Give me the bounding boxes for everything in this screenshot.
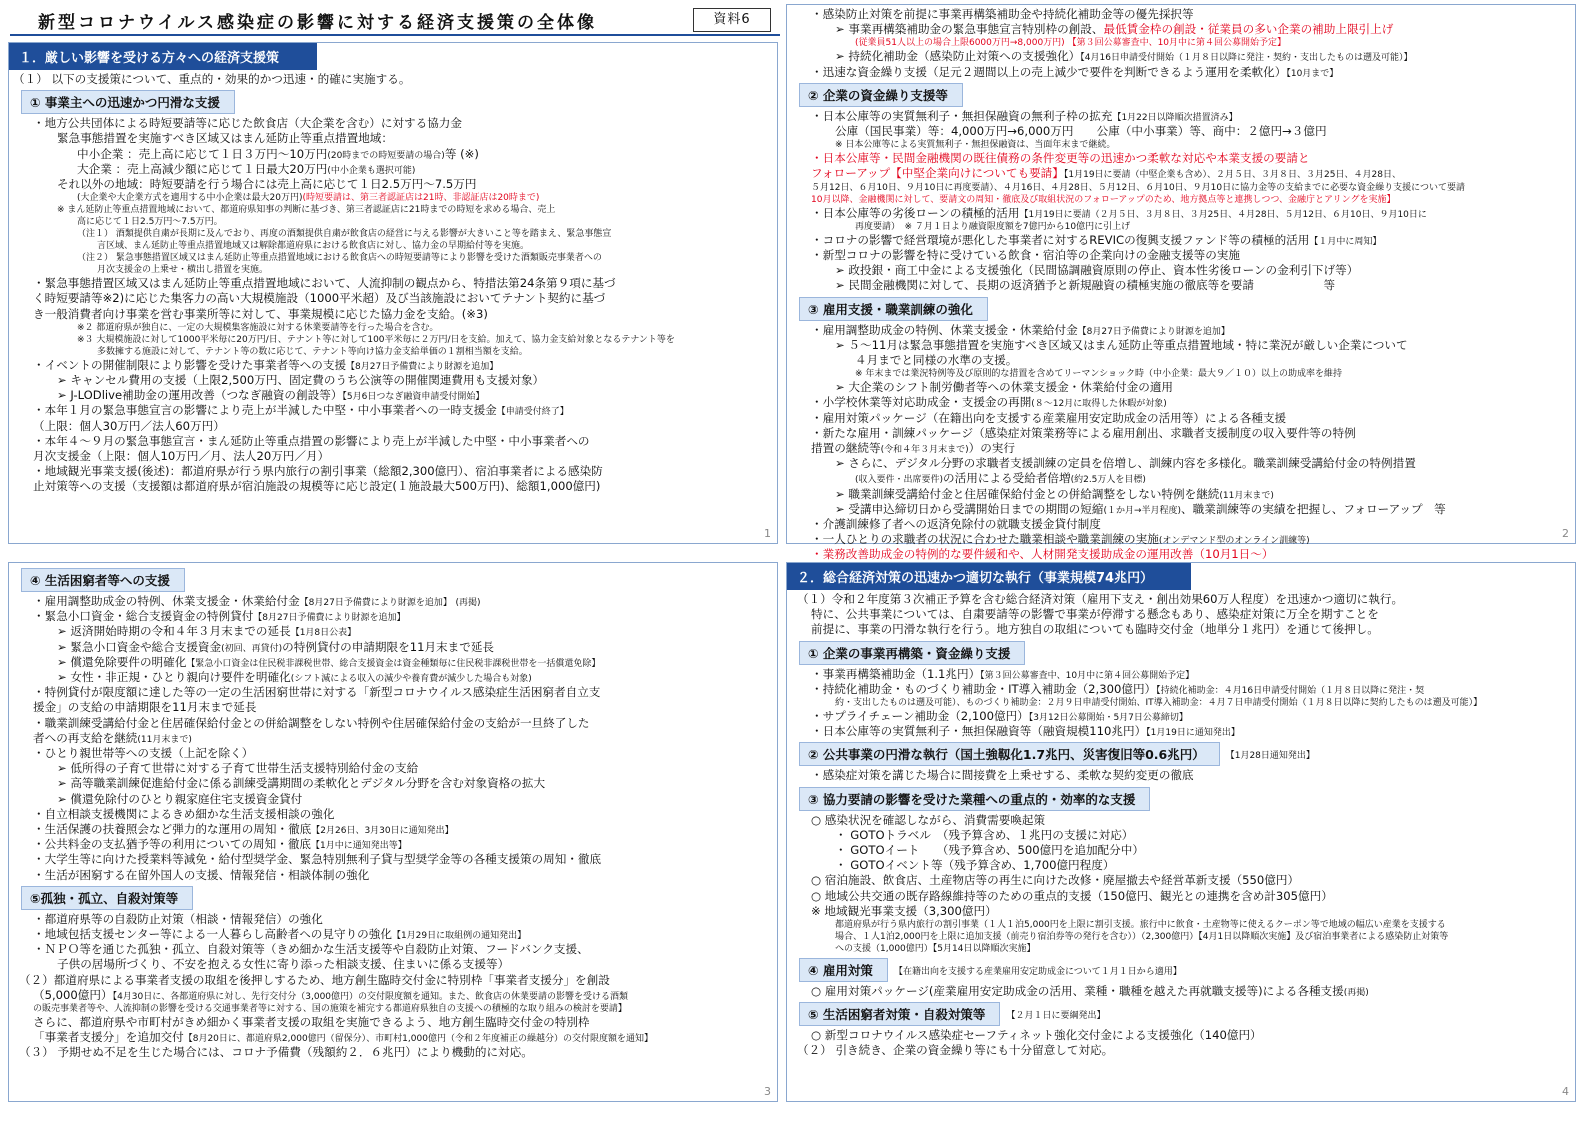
list-item: ・緊急事態措置区域又はまん延防止等重点措置地域において、人流抑制の観点から、特措法第24条第９項に基づ	[33, 276, 616, 291]
panel-1	[8, 42, 778, 544]
list-item: ➢ 償還免除要件の明確化【緊急小口資金は住民税非課税世帯、総合支援資金は資金種類毎に住民税非課税世帯を一括償還免除】	[57, 654, 601, 669]
list-item: ・公共料金の支払猶予等の利用についての周知・徹底【1月中に通知発出等】	[33, 837, 407, 852]
list-item: 大企業 ：売上高減少額に応じて１日最大20万円(中小企業も選択可能)	[77, 161, 416, 176]
list-item: ➢ 大企業のシフト制労働者等への休業支援金・休業給付金の適用	[835, 380, 1174, 395]
list-item: （１）令和２年度第３次補正予算を含む総合経済対策（雇用下支え・創出効果60万人程度）を迅速かつ適切に執行。	[797, 592, 1404, 606]
list-item: 前提に、事業の円滑な執行を行う。地方独自の取組についても臨時交付金（地単分１兆円）を通じて後押し。	[811, 622, 1379, 637]
list-item: ○ 地域公共交通の既存路線維持等のための重点的支援（150億円、観光との連携を含め計305億円）	[811, 888, 1333, 903]
list-item: ○ 感染状況を確認しながら、消費需要喚起策	[811, 812, 1046, 827]
list-item: 措置の継続等(令和４年３月末まで)）の実行	[811, 441, 1015, 456]
list-item: ・都道府県等の自殺防止対策（相談・情報発信）の強化	[33, 911, 323, 926]
subsection-label: ② 企業の資金繰り支援等	[799, 83, 963, 107]
list-item: （上限：個人30万円／法人60万円）	[33, 418, 225, 433]
page-number: 2	[1562, 527, 1569, 540]
list-item: 公庫（国民事業）等：4,000万円→6,000万円 公庫（中小事業）等、商中：２億円→３億円	[835, 124, 1327, 139]
list-item: ・生活が困窮する在留外国人の支援、情報発信・相談体制の強化	[33, 867, 370, 882]
section-header-1: １．厳しい影響を受ける方々への経済支援策	[9, 43, 317, 70]
list-item: 者への再支給を継続(11月末まで)	[33, 730, 192, 745]
note-text: ※ まん延防止等重点措置地域において、都道府県知事の判断に基づき、第三者認証店に21時までの時短を求める場合、売上	[57, 205, 556, 216]
page-number: 3	[764, 1085, 771, 1098]
note-text: 場合、１人1泊2,000円を上限に追加支援（前売り宿泊券等の発行を含む））（2,300億円）【4月1日以降順次実施】及び宿泊事業者による感染防止対策等	[835, 932, 1449, 943]
list-item: （２）都道府県による事業者支援の取組を後押しするため、地方創生臨時交付金に特別枠「事業者支援分」を創設	[19, 972, 610, 987]
list-item: ➢ 職業訓練受講給付金と住居確保給付金との併給調整をしない特例を継続(11月末まで)	[835, 486, 1274, 501]
list-item: ➢ 償還免除付のひとり親家庭住宅支援資金貸付	[57, 791, 303, 806]
list-item: ・迅速な資金繰り支援（足元２週間以上の売上減少で要件を判断できるよう運用を柔軟化）【10月まで】	[811, 64, 1339, 79]
list-item: (大企業や大企業方式を適用する中小企業は最大20万円)(時短要請は、第三者認証店は21時、非認証店は20時まで)	[77, 193, 540, 204]
list-item: く時短要請等※2)に応じた集客力の高い大規模施設（1000平米超）及び当該施設においてテナント契約に基づ	[33, 291, 606, 306]
list-item: 中小企業 ：売上高に応じて１日３万円～10万円(20時までの時短要請の場合)等 (※)	[77, 146, 479, 161]
note-text: 10月以降、金融機関に対して、要請文の周知・徹底及び取組状況のフォローアップのため、地方拠点等と連携しつつ、金融庁とアリングを実施】	[811, 194, 1396, 205]
list-item: ➢ ５～11月は緊急事態措置を実施すべき区域又はまん延防止等重点措置地域・特に業況が厳しい企業について	[835, 337, 1408, 352]
list-item: 「事業者支援分」を追加交付【8月20日に、都道府県2,000億円（留保分）、市町村1,000億円（令和２年度補正の繰越分）の交付限度額を通知】	[33, 1030, 653, 1045]
note-text: ※３ 大規模施設に対して1000平米毎に20万円/日、テナント等に対して100平米毎に２万円/日を支給。加えて、協力金支給対象となるテナント等を	[77, 334, 675, 345]
note-text: ※ 日本公庫等による実質無利子・無担保融資は、当面年末まで継続。	[835, 140, 1116, 151]
list-item: ○ 新型コロナウイルス感染症セーフティネット強化交付金による支援強化（140億円）	[811, 1028, 1262, 1043]
subsection-label: ⑤孤独・孤立、自殺対策等	[21, 886, 193, 910]
list-item: ・小学校休業等対応助成金・支援金の再開(８～12月に取得した休暇が対象)	[811, 395, 1167, 410]
list-item: ・雇用対策パッケージ（在籍出向を支援する産業雇用安定助成金の活用等）による各種支援	[811, 410, 1287, 425]
note-text: の販売事業者等や、人流抑制の影響を受ける交通事業者等に対する、国の施策を補完する都道府県独自の支援への積極的な取り組みの検討を要請】	[33, 1004, 627, 1015]
list-item: ・地域包括支援センター等による一人暮らし高齢者への見守りの強化【1月29日に取組例の通知発出】	[33, 927, 527, 942]
note-text: 多数擁する施設に対して、テナント等の数に応じて、テナント等向け協力金支給単価の１割相当額を支給。	[97, 346, 528, 357]
subsection-label: ④ 生活困窮者等への支援	[21, 568, 185, 592]
list-item: ○ 宿泊施設、飲食店、土産物店等の再生に向けた改修・廃屋撤去や経営革新支援（550億円）	[811, 873, 1300, 888]
list-item: ・地域観光事業支援(後述)：都道府県が行う県内旅行の割引事業（総額2,300億円）、宿泊事業者による感染防	[33, 464, 603, 479]
intro-text: （１） 以下の支援策について、重点的・効果的かつ迅速・的確に実施する。	[13, 72, 411, 86]
list-item: ・イベントの開催制限により影響を受けた事業者等への支援【8月27日予備費により財源を追加】	[33, 357, 499, 372]
subsection-label: ③ 協力要請の影響を受けた業種への重点的・効率的な支援	[799, 787, 1150, 811]
list-item: 止対策等への支援（支援額は都道府県が宿泊施設の規模等に応じ設定(１施設最大500万円)、総額1,000億円)	[33, 479, 601, 494]
list-item: （２） 引き続き、企業の資金繰り等にも十分留意して対応。	[797, 1043, 1114, 1058]
list-item: ・雇用調整助成金の特例、休業支援金・休業給付金【8月27日予備費により財源を追加】	[811, 322, 1230, 337]
note-text: 月次支援金の上乗せ・横出し措置を実施。	[97, 265, 269, 276]
list-item: ➢ さらに、デジタル分野の求職者支援訓練の定員を倍増し、訓練内容を多様化。職業訓練受講給付金の特例措置	[835, 456, 1416, 471]
subsection-label: ④ 雇用対策	[799, 958, 888, 982]
list-item: ・日本公庫等の実質無利子・無担保融資の無利子枠の拡充【1月22日以降順次措置済み】	[811, 108, 1238, 123]
list-item: フォローアップ【中堅企業向けについても要請】【1月19日に要請（中堅企業も含め）、２月５日、３月８日、３月25日、４月28日、	[811, 166, 1401, 181]
page-number: 4	[1562, 1085, 1569, 1098]
list-item: ・感染防止対策を前提に事業再構築補助金や持続化補助金等の優先採択等	[811, 7, 1194, 21]
note-text: ※ 年末までは業況特例等及び原則的な措置を含めてリーマンショック時（中小企業：最大９／１０）以上の助成率を維持	[855, 369, 1343, 380]
list-item: ・新たな雇用・訓練パッケージ（感染症対策業務等による雇用創出、求職者支援制度の収入要件等の特例	[811, 425, 1356, 440]
note-text: ※２ 都道府県が独自に、一定の大規模集客施設に対する休業要請等を行った場合を含む。	[77, 322, 439, 333]
list-item: 特に、公共事業については、自粛要請等の影響で事業が停滞する懸念もあり、感染症対策に万全を期すことを	[811, 607, 1379, 622]
list-item: ・事業再構築補助金（1.1兆円）【第３回公募審査中、10月中に第４回公募開始予定】	[811, 666, 1195, 681]
list-item: ・ひとり親世帯等への支援（上記を除く）	[33, 746, 254, 761]
list-item: ➢ 低所得の子育て世帯に対する子育て世帯生活支援特別給付金の支給	[57, 761, 419, 776]
list-item: ・介護訓練修了者への返済免除付の就職支援金貸付制度	[811, 517, 1101, 532]
list-item: それ以外の地域：時短要請を行う場合には売上高に応じて１日2.5万円～7.5万円	[57, 177, 477, 192]
list-item: ➢ 事業再構築補助金の緊急事態宣言特別枠の創設、最低賃金枠の創設・従業員の多い企業の補助上限引上げ	[835, 22, 1394, 37]
list-item: ・緊急小口資金・総合支援資金の特例貸付【8月27日予備費により財源を追加】	[33, 609, 406, 624]
list-item: ・コロナの影響で経営環境が悪化した事業者に対するREVICの復興支援ファンド等の積極的活用【１月中に周知】	[811, 232, 1382, 247]
list-item: ○ 雇用対策パッケージ(産業雇用安定助成金の活用、業種・職種を越えた再就職支援等)による各種支援(再掲)	[811, 984, 1369, 999]
list-item: ・持続化補助金・ものづくり補助金・IT導入補助金（2,300億円）【持続化補助金：４月16日申請受付開始（１月８日以降に発注・契	[811, 681, 1425, 696]
list-item: ・日本公庫等の劣後ローンの積極的活用【1月19日に要請（２月５日、３月８日、３月25日、４月28日、５月12日、６月10日、９月10日に	[811, 205, 1427, 220]
title-underline	[10, 34, 780, 36]
note-text: 都道府県が行う県内旅行の割引事業（１人１泊5,000円を上限に割引支援。旅行中に飲食・土産物等に使えるクーポン等で地域の幅広い産業を支援する	[835, 920, 1446, 931]
list-item: 子供の居場所づくり、不安を抱える女性に寄り添った相談支援、住まいに係る支援等）	[57, 957, 510, 972]
list-item: ・本年１月の緊急事態宣言の影響により売上が半減した中堅・中小事業者への一時支援金【申請受付終了】	[33, 403, 569, 418]
panel-2	[786, 4, 1576, 562]
list-item: ４月までと同様の水準の支援。	[855, 353, 1018, 368]
list-item: き一般消費者向け事業を営む事業所等に対して、事業規模に応じた協力金を支給。(※3)	[33, 306, 488, 321]
panel-4: ２．総合経済対策の迅速かつ適切な執行（事業規模74兆円） （１）令和２年度第３次補正予算を含む総合経済対策（雇用下支え・創出効果60万人程度）を迅速かつ適切に執行。 特に、公共事業については、自粛要請等の影響で事業が停滞する懸念もあり、感染症対策に万全を期すことを 前提に、事業の円滑な執行を行う。地方独自の取組についても臨時交付金（地単分１兆円）を通じて後押し。 ① 企業の事業再構築・資金繰り支援 ・事業再構築補助金（1.1兆円）【第３回公募審査中、10月中に第４回公募開始予定】 ・持続化補助金・ものづくり補助金・IT導入補助金（2,300億円）【持続化補助金：４月16日申請受付開始（１月８日以降に発注・契 約・支出したものは遡及可能）、ものづくり補助金：２月９日申請受付開始、IT導入補助金：４月７日申請受付開始（１月８日以降に契約したものは遡及可能）】 ・サプライチェーン補助金（2,100億円）【3月12日公募開始・5月7日公募締切】 ・日本公庫等の実質無利子・無担保融資等（融資規模110兆円）【1月19日に通知発出】 ② 公共事業の円滑な執行（国土強靱化1.7兆円、災害復旧等0.6兆円） 【1月28日通知発出】 ・感染症対策を講じた場合に間接費を上乗せする、柔軟な契約変更の徹底 ③ 協力要請の影響を受けた業種への重点的・効率的な支援 ○ 感染状況を確認しながら、消費需要喚起策 ・ GOTOトラベル （残予算含め、１兆円の支援に対応） ・ GOTOイート （残予算含め、500億円を追加配分中） ・ GOTOイベント等（残予算含め、1,700億円程度） ○ 宿泊施設、飲食店、土産物店等の再生に向けた改修・廃屋撤去や経営革新支援（550億円） ○ 地域公共交通の既存路線維持等のための重点的支援（150億円、観光との連携を含め計305億円） ※ 地域観光事業支援（3,300億円） 都道府県が行う県内旅行の割引事業（１人１泊5,000円を上限に割引支援。旅行中に飲食・土産物等に使えるクーポン等で地域の幅広い産業を支援する 場合、１人1泊2,000円を上限に追加支援（前売り宿泊券等の発行を含む））（2,300億円）【4月1日以降順次実施】及び宿泊事業者による感染防止対策等 への支援（1,000億円）【5月14日以降順次実施】 ④ 雇用対策 【在籍出向を支援する産業雇用安定助成金について１月１日から適用】 ○ 雇用対策パッケージ(産業雇用安定助成金の活用、業種・職種を越えた再就職支援等)による各種支援(再掲) ⑤ 生活困窮者対策・自殺対策等 【２月１日に要綱発出】 ○ 新型コロナウイルス感染症セーフティネット強化交付金による支援強化（140億円） （２） 引き続き、企業の資金繰り等にも十分留意して対応。 4	[786, 562, 1576, 1102]
note-text: への支援（1,000億円）【5月14日以降順次実施】	[835, 944, 1036, 955]
subsection-label: ① 事業主への迅速かつ円滑な支援	[21, 90, 235, 114]
list-item: ➢ 返済開始時期の令和４年３月末までの延長【1月8日公表】	[57, 624, 357, 639]
list-item: ➢ 持続化補助金（感染防止対策への支援強化）【4月16日申請受付開始（１月８日以降に発注・契約・支出したものは遡及可能）】	[835, 49, 1413, 64]
note-text: (従業員51人以上の場合上限6000万円→8,000万円) 【第３回公募審査中、10月中に第４回公募開始予定】	[855, 38, 1287, 49]
list-item: ・ GOTOイート （残予算含め、500億円を追加配分中）	[835, 843, 1144, 858]
list-item: ・ＮＰＯ等を通じた孤独・孤立、自殺対策等（きめ細かな生活支援等や自殺防止対策、フードバンク支援、	[33, 942, 589, 957]
document-number-badge: 資料6	[693, 8, 771, 32]
note-text: 言区域、まん延防止等重点措置地域又は解除都道府県における飲食店に対し、協力金の早期給付等を実施。	[97, 241, 530, 252]
list-item: ・感染症対策を講じた場合に間接費を上乗せする、柔軟な契約変更の徹底	[811, 768, 1194, 783]
list-item: ・ GOTOイベント等（残予算含め、1,700億円程度）	[835, 858, 1115, 873]
subsection-label: ② 公共事業の円滑な執行（国土強靱化1.7兆円、災害復旧等0.6兆円）	[799, 742, 1220, 766]
list-item: ➢ J-LODlive補助金の運用改善（つなぎ融資の創設等）【5月6日つなぎ融資申請受付開始】	[57, 388, 485, 403]
list-item: ・大学生等に向けた授業料等減免・給付型奨学金、緊急特別無利子貸与型奨学金等の各種支援策の周知・徹底	[33, 852, 602, 867]
list-item: ・業務改善助成金の特例的な要件緩和や、人材開発支援助成金の運用改善（10月1日～）	[811, 547, 1274, 562]
list-item: ➢ 受講申込締切日から受講開始日までの期間の短縮(１か月→半月程度)、職業訓練等の実績を把握し、フォローアップ 等	[835, 501, 1446, 516]
list-item: ➢ キャンセル費用の支援（上限2,500万円、固定費のうち公演等の開催関連費用も支援対象）	[57, 373, 545, 388]
list-item: ・一人ひとりの求職者の状況に合わせた職業相談や職業訓練の実施(オンデマンド型のオンライン訓練等)	[811, 532, 1310, 547]
list-item: ・サプライチェーン補助金（2,100億円）【3月12日公募開始・5月7日公募締切】	[811, 709, 1188, 724]
note-text: 高に応じて１日2.5万円～7.5万円。	[77, 217, 223, 228]
list-item: ※ 地域観光事業支援（3,300億円）	[811, 903, 997, 918]
list-item: ➢ 政投銀・商工中金による支援強化（民間協調融資原則の停止、資本性劣後ローンの金利引下げ等）	[835, 263, 1359, 278]
subsection-label: ⑤ 生活困窮者対策・自殺対策等	[799, 1002, 1000, 1026]
list-item: ・日本公庫等の実質無利子・無担保融資等（融資規模110兆円）【1月19日に通知発出】	[811, 724, 1240, 739]
note-text: （注２） 緊急事態措置区域又はまん延防止等重点措置地域における飲食店への時短要請等により影響を受けた酒類販売事業者への	[77, 253, 602, 264]
subsection-label: ③ 雇用支援・職業訓練の強化	[799, 297, 988, 321]
list-item: 援金」の支給の申請期限を11月末まで延長	[33, 700, 257, 715]
list-item: 緊急事態措置を実施すべき区域又はまん延防止等重点措置地域：	[57, 131, 393, 146]
note-text: 再度要請） ※ ７月１日より融資限度額を7億円から10億円に引上げ	[855, 221, 1131, 232]
list-item: ・本年４～９月の緊急事態宣言・まん延防止等重点措置の影響により売上が半減した中堅・中小事業者への	[33, 433, 590, 448]
panel-3	[8, 562, 778, 1102]
page-title: 新型コロナウイルス感染症の影響に対する経済支援策の全体像	[38, 13, 597, 33]
subsection-label: ① 企業の事業再構築・資金繰り支援	[799, 641, 1025, 665]
list-item: ・雇用調整助成金の特例、休業支援金・休業給付金【8月27日予備費により財源を追加】 (再掲)	[33, 594, 481, 608]
page-number: 1	[764, 527, 771, 540]
list-item: （5,000億円）【4月30日に、各都道府県に対し、先行交付分（3,000億円）の交付限度額を通知。また、飲食店の休業要請の影響を受ける酒類	[33, 987, 629, 1002]
list-item: ・新型コロナの影響を特に受けている飲食・宿泊等の企業向けの金融支援等の実施	[811, 248, 1240, 263]
list-item: （３） 予期せぬ不足を生じた場合には、コロナ予備費（残額約２．６兆円）により機動的に対応。	[19, 1045, 533, 1060]
note-text: （注１） 酒類提供自粛が長期に及んでおり、再度の酒類提供自粛が飲食店の経営に与える影響が大きいこと等を踏まえ、緊急事態宣	[77, 229, 612, 240]
list-item: 月次支援金（上限：個人10万円／月、法人20万円／月）	[33, 449, 330, 464]
list-item: さらに、都道府県や市町村がきめ細かく事業者支援の取組を実施できるよう、地方創生臨時交付金の特別枠	[33, 1015, 590, 1030]
list-item: ・日本公庫等・民間金融機関の既往債務の条件変更等の迅速かつ柔軟な対応や本業支援の要請と	[811, 151, 1310, 166]
list-item: ・職業訓練受講給付金と住居確保給付金との併給調整をしない特例や住居確保給付金の支給が一旦終了した	[33, 715, 590, 730]
note-text: 約・支出したものは遡及可能）、ものづくり補助金：２月９日申請受付開始、IT導入補助金：４月７日申請受付開始（１月８日以降に契約したものは遡及可能）】	[835, 698, 1483, 709]
list-item: ・地方公共団体による時短要請等に応じた飲食店（大企業を含む）に対する協力金	[33, 116, 462, 131]
section-header-2: ２．総合経済対策の迅速かつ適切な執行（事業規模74兆円）	[787, 563, 1191, 590]
list-item: (収入要件・出席要件)の活用による受給者倍増(約2.5万人を目標)	[855, 471, 1146, 486]
list-item: ・生活保護の扶養照会など弾力的な運用の周知・徹底【2月26日、3月30日に通知発出】	[33, 822, 454, 837]
note-text: ５月12日、６月10日、９月10日に再度要請）、４月16日、４月28日、５月12日、６月10日、９月10日に協力金等の支給までに必要な資金繰り支援について要請	[811, 182, 1465, 193]
list-item: ➢ 高等職業訓練促進給付金に係る訓練受講期間の柔軟化とデジタル分野を含む対象資格の拡大	[57, 776, 546, 791]
list-item: ➢ 女性・非正規・ひとり親向け要件を明確化(シフト減による収入の減少や養育費が減少した場合も対象)	[57, 670, 532, 685]
list-item: ・自立相談支援機関によるきめ細かな生活支援相談の強化	[33, 806, 335, 821]
list-item: ・特例貸付が限度額に達した等の一定の生活困窮世帯に対する「新型コロナウイルス感染症生活困窮者自立支	[33, 685, 601, 700]
list-item: ・ GOTOトラベル （残予算含め、１兆円の支援に対応）	[835, 827, 1134, 842]
list-item: ➢ 民間金融機関に対して、長期の返済猶予と新規融資の積極実施の徹底等を要請 等	[835, 278, 1336, 293]
list-item: ➢ 緊急小口資金や総合支援資金(初回、再貸付)の特例貸付の申請期限を11月末まで延長	[57, 639, 495, 654]
